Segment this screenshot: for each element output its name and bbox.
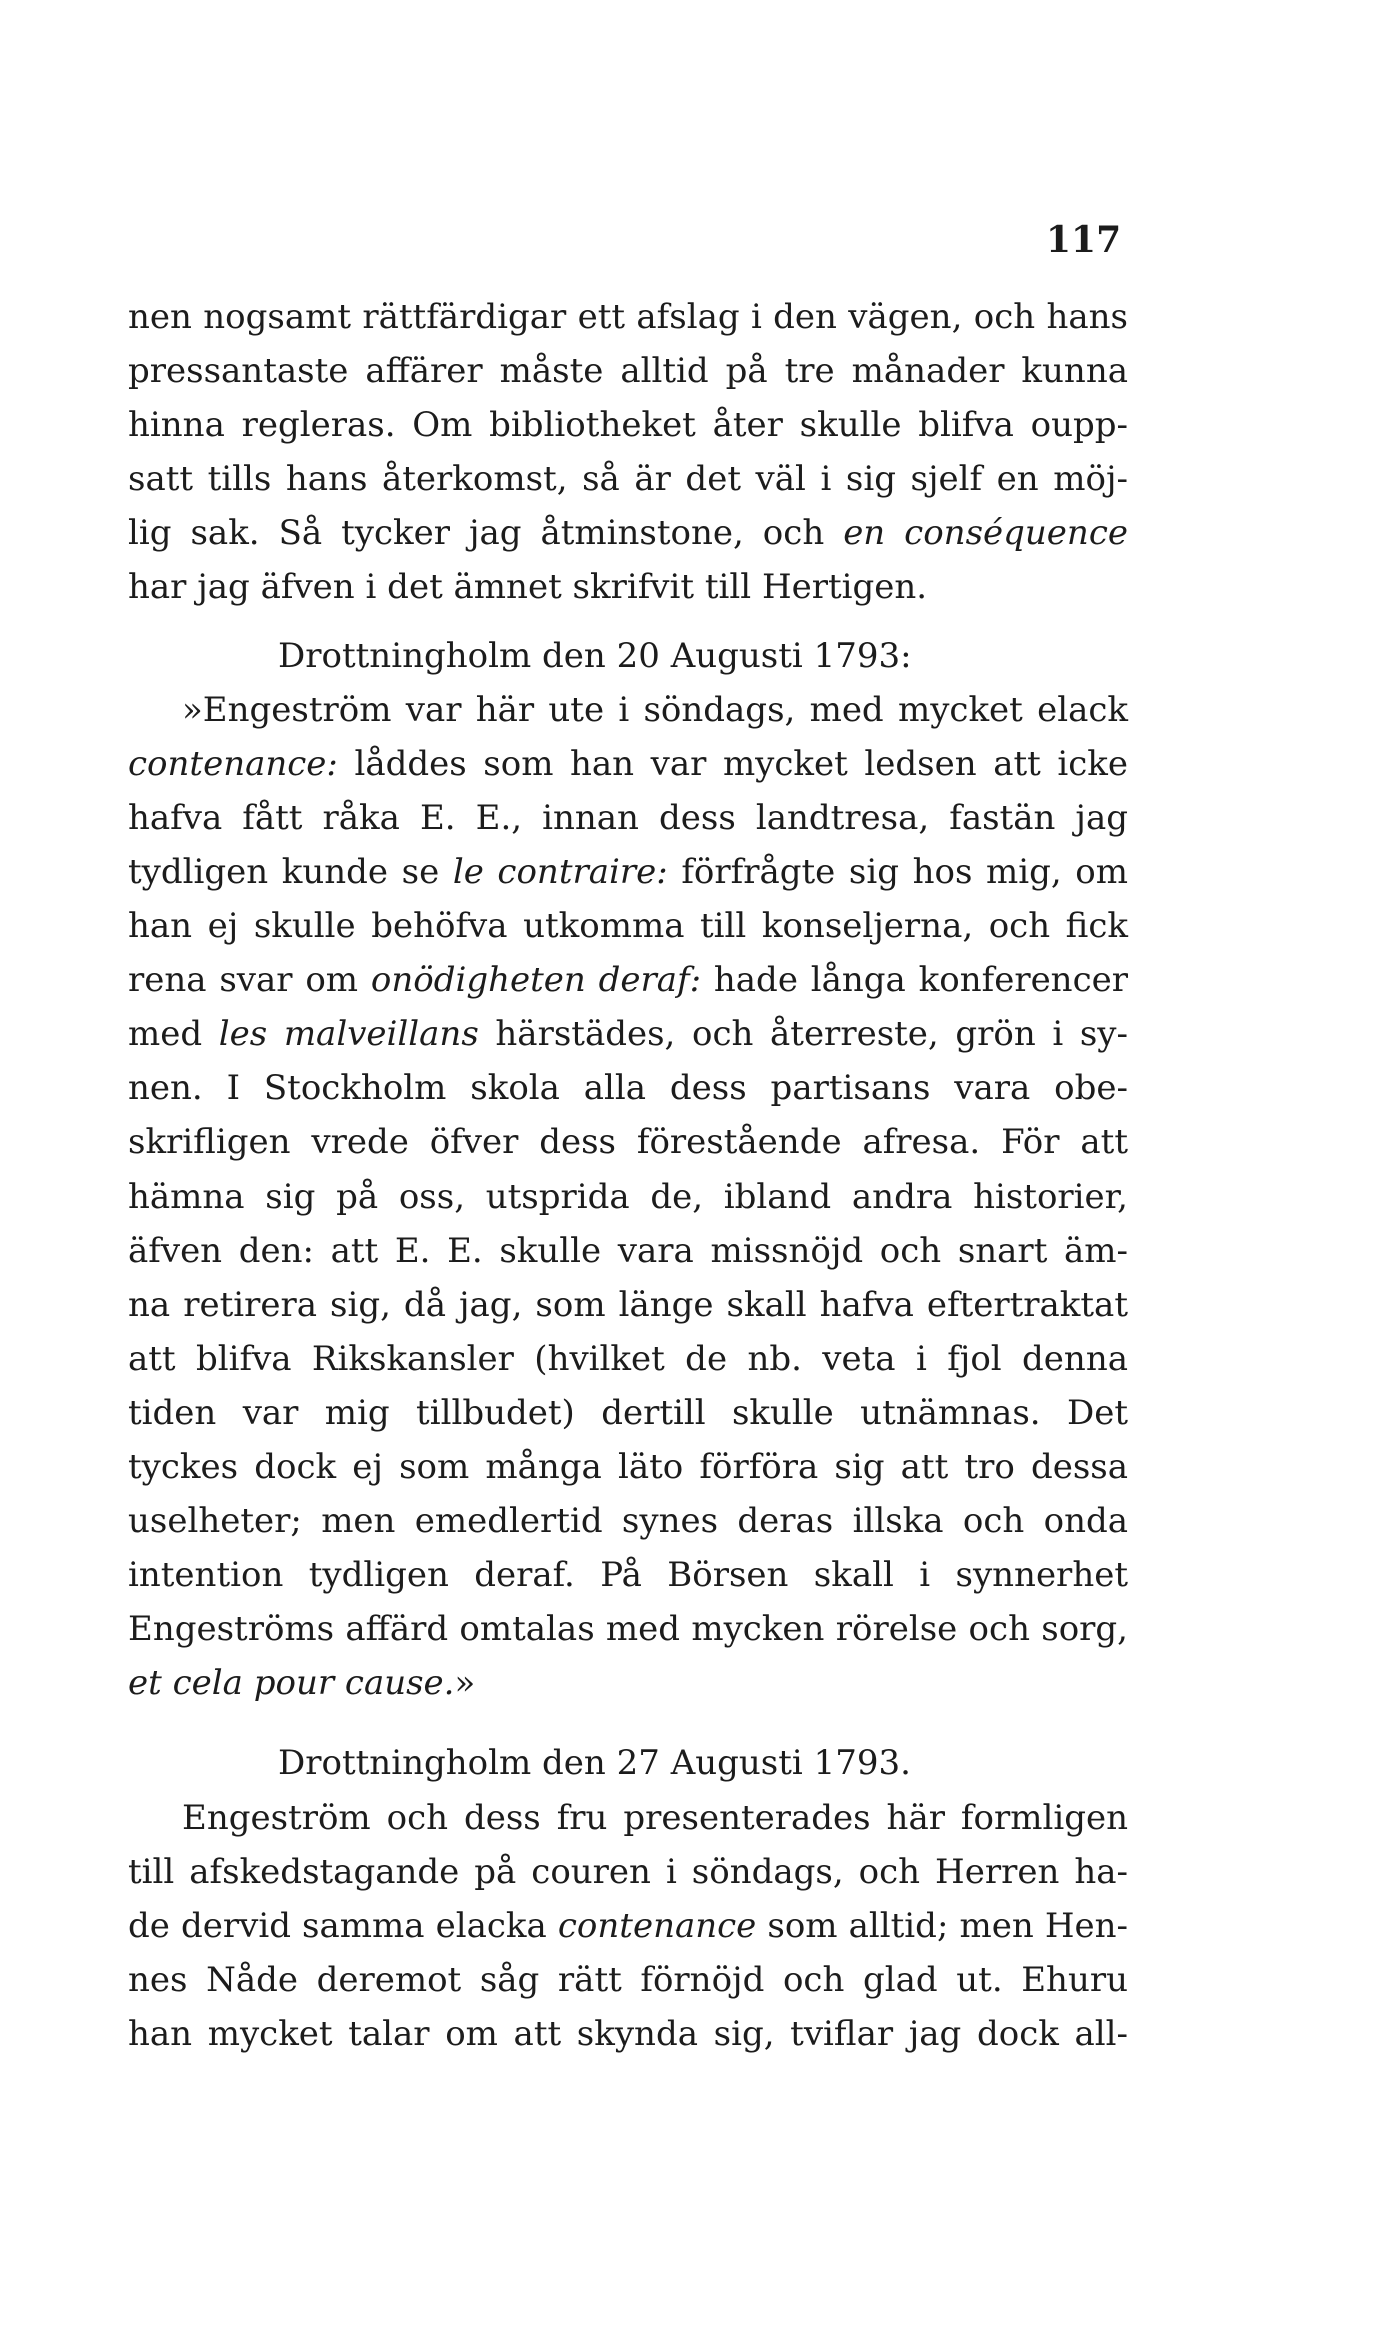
text-run: till afskedstagande på couren i söndags, och Herren ha-	[128, 1851, 1128, 1892]
text-line	[128, 683, 1128, 737]
text-line	[128, 2007, 1128, 2061]
text-line	[128, 1386, 1128, 1440]
text-run: uselheter; men emedlertid synes deras illska och onda	[128, 1501, 1128, 1542]
text-line	[128, 1548, 1128, 1602]
page-number: 117	[1046, 219, 1122, 261]
text-run: med	[128, 1014, 219, 1055]
italic-text: et cela pour cause.	[128, 1663, 455, 1704]
text-run: Engeström och dess fru presenterades här formligen	[182, 1797, 1128, 1838]
text-line	[128, 398, 1128, 452]
text-run: äfven den: att E. E. skulle vara missnöjd och snart äm-	[128, 1230, 1128, 1271]
text-line	[128, 1791, 1128, 1845]
body-text	[128, 290, 1128, 2061]
text-run: han ej skulle behöfva utkomma till konseljerna, och fick	[128, 906, 1128, 947]
text-line	[128, 1061, 1128, 1115]
text-line	[128, 1170, 1128, 1224]
italic-text: contenance:	[128, 743, 338, 784]
text-run: de dervid samma elacka	[128, 1905, 558, 1946]
text-run: intention tydligen deraf. På Börsen skall i synnerhet	[128, 1555, 1128, 1596]
text-run: förfrågte sig hos mig, om	[667, 851, 1128, 892]
text-line	[128, 344, 1128, 398]
text-line	[128, 1494, 1128, 1548]
text-line	[128, 1656, 1128, 1710]
dateline-heading	[128, 629, 1128, 683]
italic-text: le contraire:	[452, 851, 668, 892]
text-run: skrifligen vrede öfver dess förestående afresa. För att	[128, 1122, 1128, 1163]
text-line	[128, 452, 1128, 506]
dateline-heading	[128, 1736, 1128, 1790]
text-run: Drottningholm den 27 Augusti 1793.	[278, 1743, 911, 1784]
text-line	[128, 845, 1128, 899]
text-line	[128, 560, 1128, 614]
text-run: hafva fått råka E. E., innan dess landtresa, fastän jag	[128, 797, 1128, 838]
text-line	[128, 1440, 1128, 1494]
text-line	[128, 737, 1128, 791]
text-line	[128, 953, 1128, 1007]
text-run: har jag äfven i det ämnet skrifvit till Hertigen.	[128, 567, 928, 608]
text-line	[128, 1332, 1128, 1386]
text-run: »	[454, 1663, 476, 1704]
text-run: »Engeström var här ute i söndags, med mycket elack	[182, 689, 1128, 730]
text-run: nes Nåde deremot såg rätt förnöjd och glad ut. Ehuru	[128, 1959, 1128, 2000]
text-run: Engeströms affärd omtalas med mycken rörelse och sorg,	[128, 1609, 1128, 1650]
text-line	[128, 1899, 1128, 1953]
text-line	[128, 1845, 1128, 1899]
text-run: satt tills hans återkomst, så är det väl i sig sjelf en möj-	[128, 459, 1128, 500]
italic-text: onödigheten deraf:	[370, 960, 702, 1001]
text-run: låddes som han var mycket ledsen att icke	[337, 743, 1128, 784]
text-line	[128, 1224, 1128, 1278]
text-run: Drottningholm den 20 Augusti 1793:	[278, 635, 912, 676]
text-run: pressantaste affärer måste alltid på tre månader kunna	[128, 351, 1128, 392]
text-run: hämna sig på oss, utsprida de, ibland andra historier,	[128, 1176, 1128, 1217]
italic-text: en conséquence	[843, 513, 1128, 554]
text-run: hade långa konferencer	[701, 960, 1129, 1001]
text-line	[128, 791, 1128, 845]
text-run: rena svar om	[128, 960, 371, 1001]
text-run: som alltid; men Hen-	[756, 1905, 1128, 1946]
italic-text: contenance	[557, 1905, 757, 1946]
text-run: att blifva Rikskansler (hvilket de nb. veta i fjol denna	[128, 1338, 1128, 1379]
italic-text: les malveillans	[218, 1014, 479, 1055]
text-line	[128, 1115, 1128, 1169]
text-line	[128, 1602, 1128, 1656]
text-line	[128, 1278, 1128, 1332]
text-run: han mycket talar om att skynda sig, tviflar jag dock all-	[128, 2013, 1128, 2054]
text-run: lig sak. Så tycker jag åtminstone, och	[128, 513, 844, 554]
text-run: na retirera sig, då jag, som länge skall hafva eftertraktat	[128, 1284, 1128, 1325]
text-line	[128, 1007, 1128, 1061]
text-line	[128, 506, 1128, 560]
text-run: tiden var mig tillbudet) dertill skulle utnämnas. Det	[128, 1392, 1128, 1433]
text-run: nen nogsamt rättfärdigar ett afslag i den vägen, och hans	[128, 297, 1128, 337]
text-run: hinna regleras. Om bibliotheket åter skulle blifva oupp-	[128, 405, 1128, 446]
text-line	[128, 899, 1128, 953]
text-run: nen. I Stockholm skola alla dess partisans vara obe-	[128, 1068, 1128, 1109]
text-run: härstädes, och återreste, grön i sy-	[478, 1014, 1129, 1055]
text-line	[128, 290, 1128, 344]
text-line	[128, 1953, 1128, 2007]
text-run: tydligen kunde se	[128, 851, 453, 892]
text-run: tyckes dock ej som många läto förföra sig att tro dessa	[128, 1446, 1128, 1487]
